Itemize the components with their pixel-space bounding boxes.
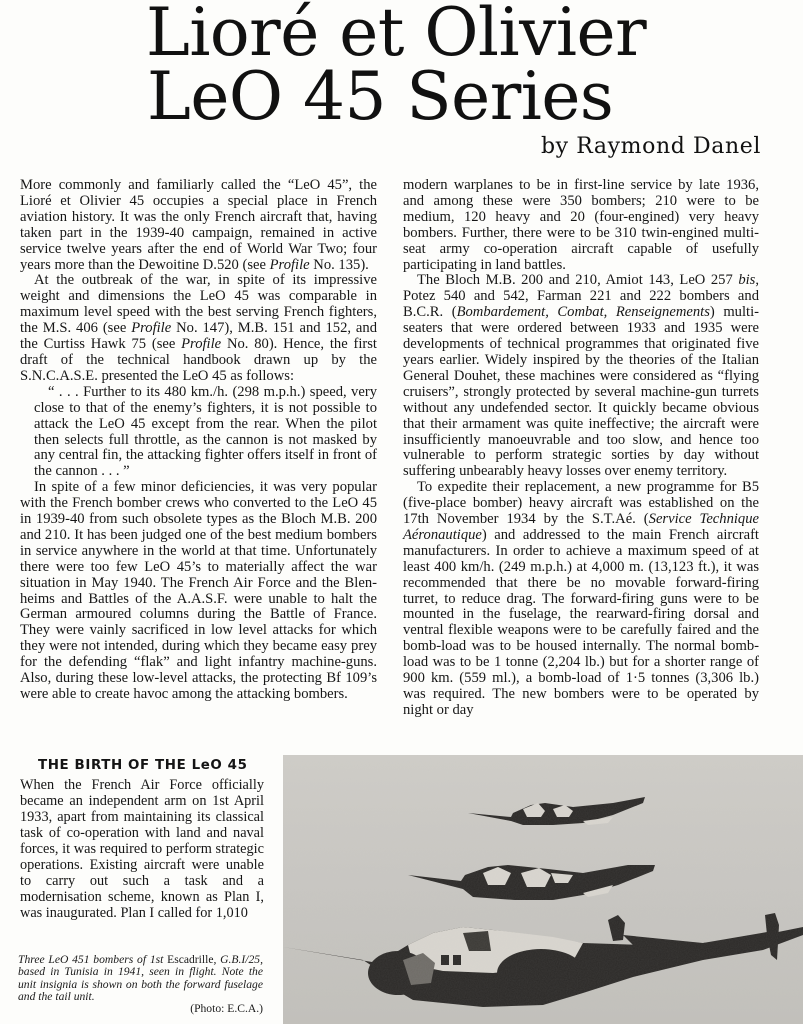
article-title-line-2: LeO 45 Series: [147, 58, 614, 135]
section-column: [20, 777, 264, 921]
italic-stae: Service Technique Aéronautique: [403, 511, 760, 543]
paragraph: At the outbreak of the war, in spite of its impressive weight and dimensions the LeO 45 was comparable in maximum level speed with the best serving French fighters, the M.S. 406 (see Profile No. 147), M.B. 151 and 152, and the Curtiss Hawk 75 (see Profile No. 80). Hence, the first draft of the technical handbook drawn up by the S.N.C.A.S.E. presented the LeO 45 as follows:: [20, 272, 377, 384]
italic-bis: bis: [738, 272, 756, 289]
italic-bcr: Bombardement, Combat, Renseignements: [456, 304, 710, 321]
paragraph: When the French Air Force officially became an independent arm on 1st April 1933, apart from maintaining its classical task of co-operation with land and naval forces, it was required to perform strategic operations. Existing aircraft were unable to carry out such a task and a modernisation scheme, known as Plan I, was inaugurated. Plan I called for 1,010: [20, 777, 264, 921]
paragraph: To expedite their replacement, a new programme for B5 (five-place bomber) heavy aircraft was established on the 17th November 1934 by the S.T.Aé. (Service Technique Aéronautique) and addressed to the main French aircraft manufacturers. In order to achieve a maximum speed of at least 400 km/h. (249 m.p.h.) at 4,000 m. (13,123 ft.), it was recommended that there be no movable forward-firing turret, to reduce drag. The forward-firing guns were to be mounted in the fuselage, the rearward-firing dorsal and ventral flexible weapons were to be carefully faired and the bomb-load was to be housed internally. The normal bomb-load was to be 1 tonne (2,204 lb.) but for a shorter range of 900 km. (559 ml.), a bomb-load of 1·5 tonnes (3,306 lb.) was required. The new bombers were to be operated by night or day: [403, 479, 760, 718]
right-column: [403, 178, 759, 719]
aircraft-photo: [283, 755, 803, 1024]
photo-illustration: [283, 755, 803, 1024]
block-quote: “ . . . Further to its 480 km./h. (298 m.p.h.) speed, very close to that of the enemy’s fighters, it is not possible to attack the LeO 45 except from the rear. When the pilot then selects full throttle, as the cannon is not masked by any central fin, the attacking fighter offers itself in front of the cannon . . . ”: [34, 383, 377, 480]
italic-profile: Profile: [269, 256, 310, 273]
film-grain: [283, 755, 803, 1024]
photo-caption: Three LeO 451 bombers of 1st Escadrille, G.B.I/25, based in Tunisia in 1941, seen in flight. Note the unit insignia is shown on both the forward fuselage and the tail unit. (Photo: E.C.A.): [18, 953, 263, 1016]
paragraph: The Bloch M.B. 200 and 210, Amiot 143, LeO 257 bis, Potez 540 and 542, Farman 221 and 222 bombers and B.C.R. (Bombardement, Combat, Renseignements) multi-seaters that were ordered between 1933 and 1935 were developments of technical programmes that originated five years earlier. Widely inspired by the theories of the Italian General Douhet, these machines were considered as “flying cruisers”, strongly protected by several machine-gun turrets without any undefended sector. It quickly became obvious that their armament was quite ineffective; the aircraft were insufficiently manoeuvrable and too slow, and hence too vulnerable to perform strategic sorties by day without suffering unbearably heavy losses over enemy territory.: [403, 272, 759, 480]
byline: by Raymond Danel: [540, 134, 761, 159]
paragraph: More commonly and familiarly called the “LeO 45”, the Lioré et Olivier 45 occupies a special place in French aviation history. It was the only French aircraft that, having taken part in the 1939-40 campaign, remained in active service twelve years after the end of World War Two; four years more than the Dewoitine D.520 (see Profile No. 135).: [20, 177, 377, 273]
section-heading: THE BIRTH OF THE LeO 45: [38, 758, 248, 773]
photo-credit: (Photo: E.C.A.): [190, 1002, 263, 1016]
paragraph: In spite of a few minor deficiencies, it was very popular with the French bomber crews who converted to the LeO 45 in 1939-40 from such obsolete types as the Bloch M.B. 200 and 210. It has been judged one of the best medium bombers in service anywhere in the world at that time. Unfortunately there were too few LeO 45’s to materially affect the war situation in May 1940. The French Air Force and the Blenheims and Battles of the A.A.S.F. were unable to halt the German armoured columns during the Battle of France. They were vainly sacrificed in low level attacks for which they were not intended, during which they became easy prey for the defending “flak” and light infantry machine-guns. Also, during these low-level attacks, the protecting Bf 109’s were able to create havoc among the attacking bombers.: [20, 479, 377, 702]
paragraph: modern warplanes to be in first-line service by late 1936, and among these were 350 bombers; 210 were to be medium, 120 heavy and 20 (four-engined) very heavy bombers. Further, there were to be 310 twin-engined multi-seat army co-operation aircraft capable of usefully participating in land battles.: [403, 177, 759, 273]
italic-profile: Profile: [181, 336, 222, 353]
article-title-line-1: Lioré et Olivier: [146, 0, 647, 71]
left-column: [20, 178, 377, 703]
caption-escadrille: Escadrille: [167, 953, 214, 966]
italic-profile: Profile: [131, 320, 172, 337]
